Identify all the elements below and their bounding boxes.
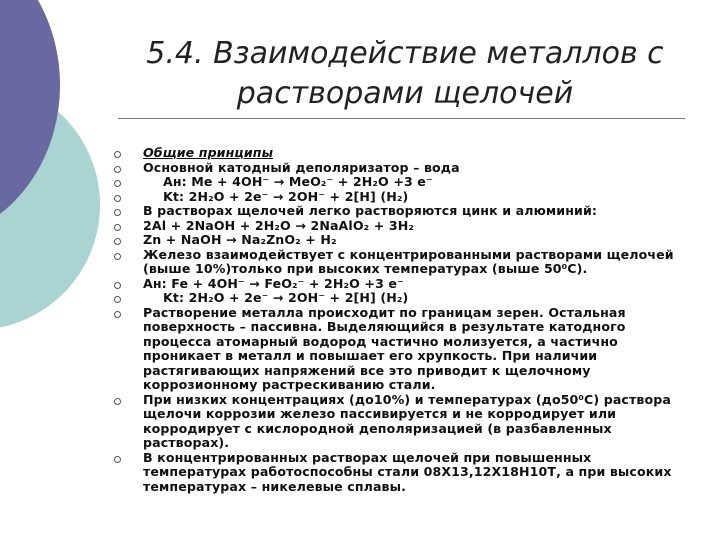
slide-title xyxy=(110,34,700,114)
list-item xyxy=(114,175,684,190)
bullet-icon xyxy=(114,456,121,463)
list-item xyxy=(114,219,684,234)
bullet-icon xyxy=(114,253,121,260)
list-item xyxy=(114,277,684,292)
list-item xyxy=(114,306,684,393)
item-text: Zn + NaOH → Na₂ZnO₂ + H₂ xyxy=(143,232,337,247)
item-text: Железо взаимодействует с концентрированными растворами щелочей (выше 10%)только при высоких температурах (выше 50⁰С). xyxy=(143,246,674,276)
bullet-icon xyxy=(114,398,121,405)
title-line-1: 5.4. Взаимодействие металлов с xyxy=(146,36,664,71)
bullet-list xyxy=(114,146,684,494)
item-text: Растворение металла происходит по границам зерен. Остальная поверхность – пассивна. Выделяющийся в результате катодного процесса атомарный водород частично молизуется, а частично проникает в металл и повышает его хрупкость. При наличии растягивающих напряжений все это приводит к щелочному коррозионному растрескиванию стали. xyxy=(143,304,626,392)
item-text: Ан: Fe + 4ОН⁻ → FeО₂⁻ + 2Н₂О +3 е⁻ xyxy=(143,275,404,291)
item-text: Ан: Ме + 4ОН⁻ → МеО₂⁻ + 2Н₂О +3 е⁻ xyxy=(163,174,433,189)
item-text: Общие принципы xyxy=(143,145,274,160)
list-item xyxy=(114,393,684,451)
list-item xyxy=(114,451,684,495)
list-item xyxy=(114,190,684,205)
list-item xyxy=(114,291,684,306)
list-item xyxy=(114,161,684,176)
item-text: 2Al + 2NaOH + 2H₂O → 2NaAlO₂ + 3H₂ xyxy=(143,217,414,233)
bullet-icon xyxy=(114,282,121,289)
bullet-icon xyxy=(114,238,121,245)
bullet-icon xyxy=(114,311,121,318)
list-item xyxy=(114,248,684,277)
bullet-icon xyxy=(114,224,121,231)
list-item xyxy=(114,204,684,219)
bullet-icon xyxy=(114,180,121,187)
item-text: Основной катодный деполяризатор – вода xyxy=(143,159,460,175)
bullet-icon xyxy=(114,195,121,202)
item-text: В растворах щелочей легко растворяются цинк и алюминий: xyxy=(143,203,598,218)
title-divider xyxy=(118,118,685,119)
bullet-icon xyxy=(114,151,121,158)
bullet-icon xyxy=(114,209,121,216)
item-text: Kt: 2Н₂О + 2е⁻ → 2ОН⁻ + 2[Н] (Н₂) xyxy=(163,188,409,204)
list-item xyxy=(114,233,684,248)
title-line-2: растворами щелочей xyxy=(236,76,574,111)
bullet-icon xyxy=(114,166,121,173)
item-text: Kt: 2Н₂О + 2е⁻ → 2ОН⁻ + 2[Н] (Н₂) xyxy=(163,290,409,305)
list-item xyxy=(114,146,684,161)
item-text: При низких концентрациях (до10%) и температурах (до50⁰С) раствора щелочи коррозии железо пассивируется и не корродирует или корродирует с кислородной деполяризацией (в разбавленных растворах). xyxy=(143,391,671,450)
bullet-icon xyxy=(114,296,121,303)
item-text: В концентрированных растворах щелочей при повышенных температурах работоспособны стали 08Х13,12Х18Н10Т, а при высоких температурах – никелевые сплавы. xyxy=(143,449,672,494)
